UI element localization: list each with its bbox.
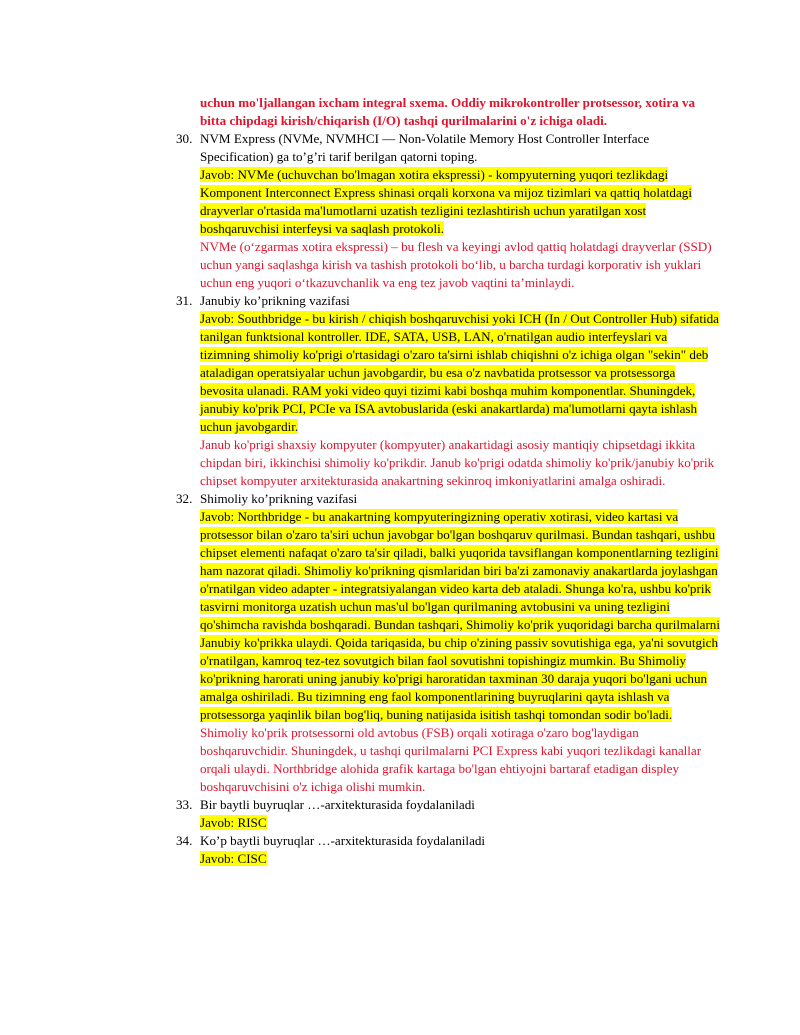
answer-paragraph (200, 814, 720, 832)
answer-text: Javob: NVMe (uchuvchan bo'lmagan xotira ekspressi) - kompyuterning yuqori tezlikdagi Komponent Interconnect Express shinasi orqali korxona va mijoz tizimlari va qattiq holatdagi drayverlar o'rtasida ma'lumotlarni uzatish tezligini tezlashtirish uchun yaratilgan xost boshqaruvchisi interfeysi va saqlash protokoli. (200, 167, 692, 236)
question-text: Janubiy ko’prikning vazifasi (200, 293, 350, 308)
document-content (176, 94, 720, 868)
extra-explanation: Janub ko'prigi shaxsiy kompyuter (kompyuter) anakartidagi asosiy mantiqiy chipsetdagi ikkita chipdan biri, ikkinchisi shimoliy ko'prikdir. Janub ko'prigi odatda shimoliy ko'prik/janubiy ko'prik chipset kompyuter arxitekturasida anakartning sekinroq imkoniyatlarini amalga oshiradi. (200, 437, 715, 488)
question-text: NVM Express (NVMe, NVMHCI — Non-Volatile Memory Host Controller Interface Specification) ga to’g’ri tarif berilgan qatorni toping. (200, 131, 650, 164)
answer-text: Javob: RISC (200, 815, 267, 830)
answer-paragraph (200, 166, 720, 238)
answer-text: Javob: CISC (200, 851, 267, 866)
item-number: 34. (176, 833, 193, 848)
list-item-30 (176, 130, 720, 292)
item-number: 32. (176, 491, 193, 506)
answer-text: Javob: Northbridge - bu anakartning kompyuteringizning operativ xotirasi, video kartasi va protsessor bilan o'zaro ta'siri uchun javobgar bo'lgan boshqaruv qurilmasi. Bundan tashqari, ushbu chipset elementi nafaqat o'zaro ta'sir qiladi, balki yuqorida tavsiflangan komponentlarning tezligini ham nazorat qiladi. Shimoliy ko'prikning qismlaridan biri ba'zi zamonaviy anakartlarda joylashgan o'rnatilgan video adapter - integratsiyalangan video karta deb ataladi. Shunga ko'ra, ushbu ko'prik tasvirni monitorga uzatish uchun mas'ul bo'lgan qurilmaning avtobusini va uning tezligini qo'shimcha ravishda boshqaradi. Bundan tashqari, Shimoliy ko'prik yuqoridagi barcha qurilmalarni Janubiy ko'prikka ulaydi. Qoida tariqasida, bu chip o'zining passiv sovutishiga ega, ya'ni sovutgich o'rnatilgan, kamroq tez-tez sovutgich bilan faol sovutishni topishingiz mumkin. Bu Shimoliy ko'prikning harorati uning janubiy ko'prigi haroratidan taxminan 30 daraja yuqori bo'lgani uchun amalga oshiriladi. Bu tizimning eng faol komponentlarining buyruqlarini qayta ishlash va protsessorga yaqinlik bilan bog'liq, buning natijasida isitish tashqi tomondan sodir bo'ladi. (200, 509, 720, 722)
extra-explanation: Shimoliy ko'prik protsessorni old avtobus (FSB) orqali xotiraga o'zaro bog'laydigan boshqaruvchidir. Shuningdek, u tashqi qurilmalarni PCI Express kabi yuqori tezlikdagi kanallar orqali ulaydi. Northbridge alohida grafik kartaga bo'lgan ehtiyojni bartaraf etadigan displey boshqaruvchisini o'z ichiga olishi mumkin. (200, 725, 702, 794)
list-item-32 (176, 490, 720, 796)
list-item-33 (176, 796, 720, 832)
extra-explanation: NVMe (o‘zgarmas xotira ekspressi) – bu flesh va keyingi avlod qattiq holatdagi drayverlar (SSD) uchun yangi saqlashga kirish va tashish protokoli bo‘lib, u barcha turdagi korporativ ish yuklari uchun eng yuqori o‘tkazuvchanlik va eng tez javob vaqtini taʼminlaydi. (200, 239, 712, 290)
list-item-34 (176, 832, 720, 868)
answer-paragraph (200, 850, 720, 868)
intro-paragraph (200, 94, 720, 130)
answer-paragraph (200, 310, 720, 436)
question-text: Ko’p baytli buyruqlar …-arxitekturasida foydalaniladi (200, 833, 486, 848)
intro-text: uchun mo'ljallangan ixcham integral sxema. Oddiy mikrokontroller protsessor, xotira va bitta chipdagi kirish/chiqarish (I/O) tashqi qurilmalarini o'z ichiga oladi. (200, 95, 696, 128)
item-number: 30. (176, 131, 193, 146)
answer-paragraph (200, 508, 720, 724)
list-item-31 (176, 292, 720, 490)
item-number: 33. (176, 797, 193, 812)
question-text: Shimoliy ko’prikning vazifasi (200, 491, 358, 506)
item-number: 31. (176, 293, 193, 308)
question-text: Bir baytli buyruqlar …-arxitekturasida foydalaniladi (200, 797, 475, 812)
answer-text: Javob: Southbridge - bu kirish / chiqish boshqaruvchisi yoki ICH (In / Out Controller Hub) sifatida tanilgan funktsional kontroller. IDE, SATA, USB, LAN, o'rnatilgan audio interfeyslari va tizimning shimoliy ko'prigi o'rtasidagi o'zaro ta'sirni ishlab chiqishni o'z ichiga olgan "sekin" deb ataladigan operatsiyalar uchun javobgardir, bu esa o'z navbatida protsessor va protsessorga bevosita ulanadi. RAM yoki video quyi tizimi kabi boshqa muhim komponentlar. Shuningdek, janubiy ko'prik PCI, PCIe va ISA avtobuslarida (eski anakartlarda) ma'lumotlarni qayta ishlash uchun javobgardir. (200, 311, 719, 434)
